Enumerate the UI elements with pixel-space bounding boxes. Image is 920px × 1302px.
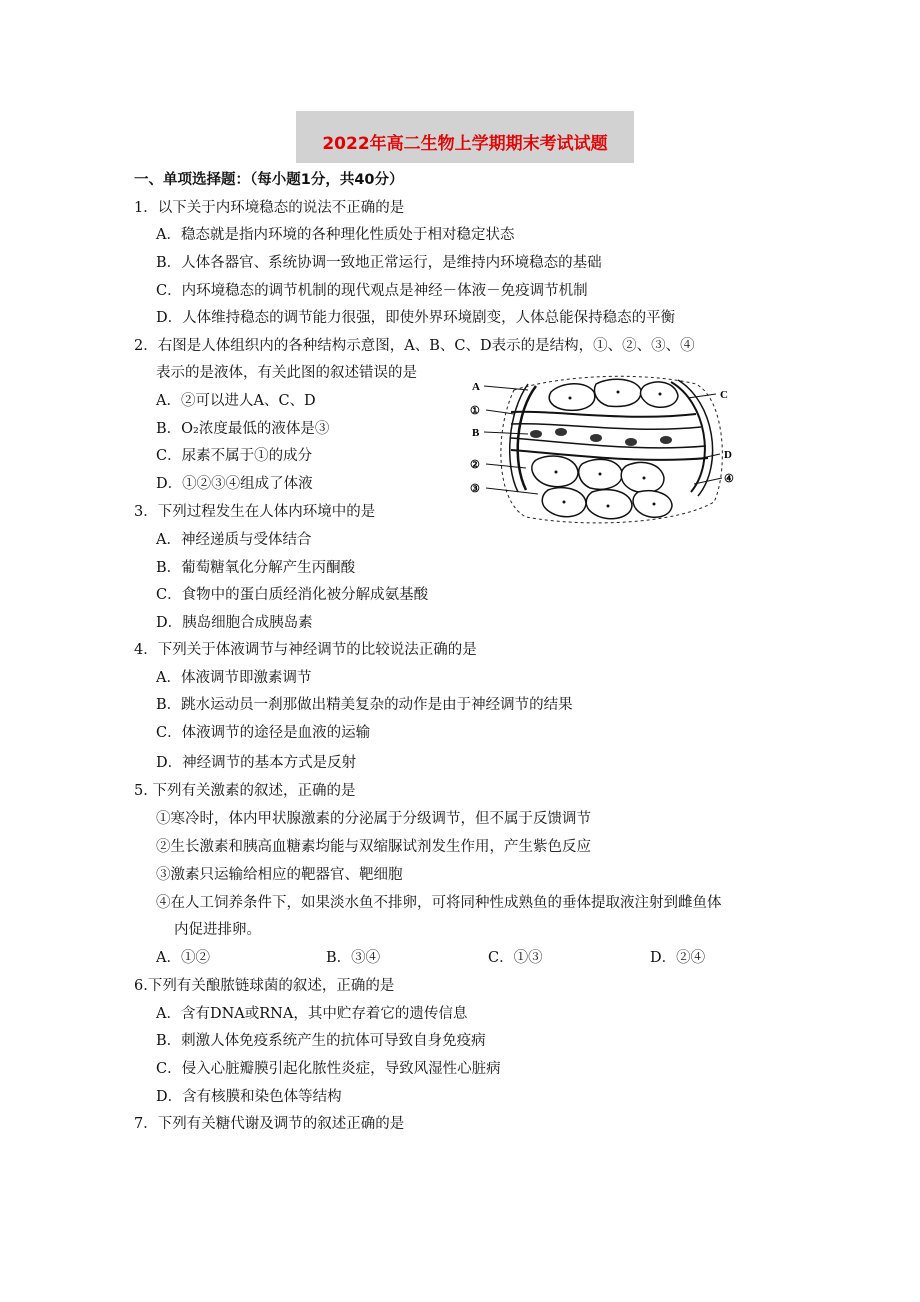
q6-option-a: A．含有DNA或RNA，其中贮存着它的遗传信息 xyxy=(156,1006,468,1022)
q3-option-d: D．胰岛细胞合成胰岛素 xyxy=(156,615,313,631)
q2-option-b: B．O₂浓度最低的液体是③ xyxy=(156,421,330,437)
q6-option-c: C．侵入心脏瓣膜引起化脓性炎症，导致风湿性心脏病 xyxy=(156,1061,501,1077)
question-4-stem: 4．下列关于体液调节与神经调节的比较说法正确的是 xyxy=(134,642,477,658)
page-title: 2022年高二生物上学期期末考试试题 xyxy=(322,134,608,154)
question-6-stem: 6.下列有关酿脓链球菌的叙述，正确的是 xyxy=(134,978,395,994)
q4-option-b: B．跳水运动员一刹那做出精美复杂的动作是由于神经调节的结果 xyxy=(156,697,573,713)
label-a: A xyxy=(472,381,480,393)
q1-option-c: C．内环境稳态的调节机制的现代观点是神经－体液－免疫调节机制 xyxy=(156,283,588,299)
q5-option-c: C．①③ xyxy=(488,950,543,966)
q5-statement-3: ③激素只运输给相应的靶器官、靶细胞 xyxy=(156,867,403,883)
section-heading: 一、单项选择题：（每小题1分，共40分） xyxy=(134,172,404,188)
label-1: ① xyxy=(470,405,480,417)
label-d: D xyxy=(724,449,732,461)
question-5-stem: 5. 下列有关激素的叙述，正确的是 xyxy=(134,783,356,799)
q5-statement-1: ①寒冷时，体内甲状腺激素的分泌属于分级调节，但不属于反馈调节 xyxy=(156,811,591,827)
q3-option-a: A．神经递质与受体结合 xyxy=(156,532,312,548)
q5-statement-2: ②生长激素和胰高血糖素均能与双缩脲试剂发生作用，产生紫色反应 xyxy=(156,839,591,855)
label-b: B xyxy=(472,427,480,439)
q2-option-c: C．尿素不属于①的成分 xyxy=(156,448,313,464)
q5-option-a: A．①② xyxy=(156,950,210,966)
question-3-stem: 3．下列过程发生在人体内环境中的是 xyxy=(134,504,376,520)
q5-statement-4-continued: 内促进排卵。 xyxy=(174,922,261,938)
q2-option-d: D．①②③④组成了体液 xyxy=(156,476,313,492)
q6-option-d: D．含有核膜和染色体等结构 xyxy=(156,1089,342,1105)
q5-option-b: B．③④ xyxy=(326,950,381,966)
label-c: C xyxy=(720,389,728,401)
q4-option-d: D．神经调节的基本方式是反射 xyxy=(156,755,357,771)
question-7-stem: 7．下列有关糖代谢及调节的叙述正确的是 xyxy=(134,1116,405,1132)
q3-option-c: C．食物中的蛋白质经消化被分解成氨基酸 xyxy=(156,587,429,603)
q5-statement-4: ④在人工饲养条件下，如果淡水鱼不排卵，可将同种性成熟鱼的垂体提取液注射到雌鱼体 xyxy=(156,895,722,911)
q6-option-b: B．刺激人体免疫系统产生的抗体可导致自身免疫病 xyxy=(156,1033,486,1049)
q3-option-b: B．葡萄糖氧化分解产生丙酮酸 xyxy=(156,560,356,576)
q1-option-a: A．稳态就是指内环境的各种理化性质处于相对稳定状态 xyxy=(156,227,515,243)
question-2-stem: 2．右图是人体组织内的各种结构示意图，A、B、C、D表示的是结构，①、②、③、④ xyxy=(134,338,695,354)
q2-option-a: A．②可以进人A、C、D xyxy=(156,393,316,409)
label-2: ② xyxy=(470,459,480,471)
q1-option-d: D．人体维持稳态的调节能力很强，即使外界环境剧变，人体总能保持稳态的平衡 xyxy=(156,310,676,326)
label-4: ④ xyxy=(724,473,734,485)
q4-option-a: A．体液调节即激素调节 xyxy=(156,670,312,686)
question-2-stem-continued: 表示的是液体，有关此图的叙述错误的是 xyxy=(156,365,417,381)
q4-option-c: C．体液调节的途径是血液的运输 xyxy=(156,725,371,741)
q5-option-d: D．②④ xyxy=(650,950,706,966)
tissue-structure-diagram xyxy=(466,372,746,530)
question-1-stem: 1．以下关于内环境稳态的说法不正确的是 xyxy=(134,200,405,216)
label-3: ③ xyxy=(470,483,480,495)
q1-option-b: B．人体各器官、系统协调一致地正常运行，是维持内环境稳态的基础 xyxy=(156,255,602,271)
